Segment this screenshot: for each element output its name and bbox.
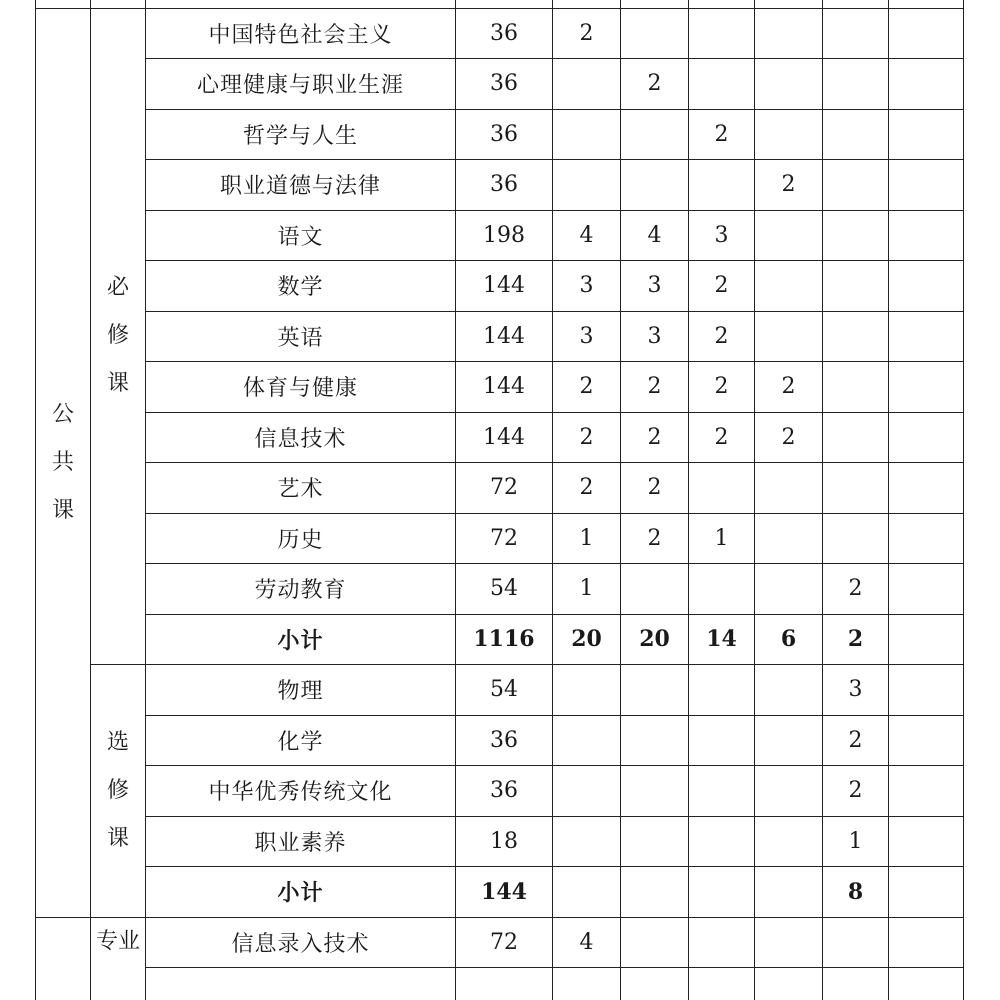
course-name: 中华优秀传统文化 (146, 766, 456, 817)
semester-s4-hours (755, 766, 823, 817)
semester-s5-hours: 1 (823, 816, 889, 867)
semester-s3-hours (689, 8, 755, 59)
empty-cell (889, 362, 964, 413)
total-hours: 1116 (456, 614, 553, 665)
semester-s3-hours (689, 665, 755, 716)
semester-s2-hours (621, 8, 689, 59)
course-name: 化学 (146, 715, 456, 766)
semester-s4-hours (755, 311, 823, 362)
semester-s5-hours: 2 (823, 766, 889, 817)
semester-s5-hours: 2 (823, 564, 889, 615)
table-row (36, 463, 964, 514)
semester-s1-hours: 1 (553, 564, 621, 615)
table-row-bottom-partial (36, 968, 964, 1000)
course-name: 中国特色社会主义 (146, 8, 456, 59)
semester-s5-hours (823, 362, 889, 413)
total-hours: 36 (456, 59, 553, 110)
semester-s3-hours (689, 59, 755, 110)
semester-s2-hours (621, 766, 689, 817)
semester-s1-hours: 2 (553, 412, 621, 463)
semester-s3-hours: 2 (689, 362, 755, 413)
total-hours: 36 (456, 766, 553, 817)
total-hours: 18 (456, 816, 553, 867)
empty-cell (889, 109, 964, 160)
semester-s2-hours (621, 816, 689, 867)
semester-s2-hours (621, 715, 689, 766)
table-row (36, 816, 964, 867)
empty-cell (755, 968, 823, 1000)
group-label-elective: 选 修 课 (91, 665, 146, 918)
table-row (36, 715, 964, 766)
total-hours: 144 (456, 311, 553, 362)
table-row (36, 665, 964, 716)
course-name: 英语 (146, 311, 456, 362)
semester-s5-hours (823, 210, 889, 261)
semester-s4-hours (755, 816, 823, 867)
semester-s2-hours: 20 (621, 614, 689, 665)
semester-s4-hours (755, 867, 823, 918)
table-row (36, 564, 964, 615)
semester-s5-hours (823, 513, 889, 564)
table-row (36, 766, 964, 817)
table-row (36, 513, 964, 564)
semester-s1-hours: 3 (553, 261, 621, 312)
semester-s5-hours (823, 8, 889, 59)
group-label-required: 必 修 课 (91, 8, 146, 665)
total-hours: 72 (456, 513, 553, 564)
semester-s3-hours (689, 160, 755, 211)
semester-s2-hours: 2 (621, 412, 689, 463)
semester-s2-hours: 3 (621, 261, 689, 312)
semester-s1-hours (553, 109, 621, 160)
table-row (36, 362, 964, 413)
total-hours: 54 (456, 665, 553, 716)
course-name: 职业道德与法律 (146, 160, 456, 211)
course-schedule-table (35, 0, 964, 1000)
semester-s5-hours (823, 412, 889, 463)
semester-s3-hours: 2 (689, 311, 755, 362)
total-hours: 72 (456, 917, 553, 968)
total-hours: 144 (456, 412, 553, 463)
semester-s2-hours (621, 160, 689, 211)
empty-cell (889, 867, 964, 918)
semester-s3-hours: 1 (689, 513, 755, 564)
semester-s4-hours: 6 (755, 614, 823, 665)
semester-s1-hours: 4 (553, 210, 621, 261)
course-name: 小计 (146, 867, 456, 918)
semester-s4-hours (755, 715, 823, 766)
empty-cell (889, 917, 964, 968)
semester-s2-hours (621, 109, 689, 160)
semester-s5-hours (823, 311, 889, 362)
semester-s1-hours: 2 (553, 362, 621, 413)
empty-cell (889, 412, 964, 463)
subtotal-row (36, 867, 964, 918)
semester-s3-hours: 14 (689, 614, 755, 665)
semester-s2-hours (621, 867, 689, 918)
group-label-professional: 专业 (91, 917, 146, 1000)
table-row (36, 261, 964, 312)
semester-s3-hours (689, 816, 755, 867)
empty-cell (553, 968, 621, 1000)
empty-cell (889, 210, 964, 261)
table-row (36, 311, 964, 362)
empty-cell (889, 665, 964, 716)
semester-s2-hours: 4 (621, 210, 689, 261)
total-hours: 36 (456, 715, 553, 766)
table-row (36, 917, 964, 968)
table-row (36, 109, 964, 160)
semester-s5-hours (823, 59, 889, 110)
semester-s1-hours (553, 160, 621, 211)
semester-s2-hours: 2 (621, 513, 689, 564)
semester-s2-hours: 2 (621, 463, 689, 514)
semester-s4-hours: 2 (755, 412, 823, 463)
semester-s2-hours (621, 665, 689, 716)
semester-s3-hours: 2 (689, 109, 755, 160)
empty-cell (889, 614, 964, 665)
semester-s1-hours: 1 (553, 513, 621, 564)
total-hours: 144 (456, 867, 553, 918)
table-row (36, 412, 964, 463)
semester-s4-hours (755, 513, 823, 564)
semester-s1-hours: 2 (553, 463, 621, 514)
semester-s4-hours (755, 665, 823, 716)
empty-cell (889, 715, 964, 766)
semester-s5-hours (823, 109, 889, 160)
course-name: 数学 (146, 261, 456, 312)
course-name: 物理 (146, 665, 456, 716)
group-label-public: 公 共 课 (36, 8, 91, 917)
empty-cell (889, 766, 964, 817)
semester-s5-hours (823, 463, 889, 514)
semester-s5-hours: 3 (823, 665, 889, 716)
empty-cell (889, 261, 964, 312)
semester-s4-hours (755, 59, 823, 110)
group-label-next (36, 917, 91, 1000)
empty-cell (889, 311, 964, 362)
semester-s3-hours (689, 564, 755, 615)
semester-s1-hours (553, 59, 621, 110)
semester-s5-hours (823, 160, 889, 211)
semester-s1-hours (553, 867, 621, 918)
semester-s1-hours (553, 665, 621, 716)
semester-s3-hours: 2 (689, 412, 755, 463)
total-hours: 36 (456, 109, 553, 160)
semester-s1-hours: 4 (553, 917, 621, 968)
total-hours: 144 (456, 261, 553, 312)
semester-s4-hours (755, 8, 823, 59)
semester-s4-hours (755, 917, 823, 968)
semester-s2-hours (621, 917, 689, 968)
semester-s3-hours (689, 917, 755, 968)
empty-cell (621, 968, 689, 1000)
semester-s1-hours: 2 (553, 8, 621, 59)
semester-s5-hours (823, 261, 889, 312)
course-name: 小计 (146, 614, 456, 665)
empty-cell (889, 160, 964, 211)
semester-s1-hours (553, 816, 621, 867)
total-hours: 36 (456, 160, 553, 211)
empty-cell (146, 968, 456, 1000)
course-name: 语文 (146, 210, 456, 261)
semester-s3-hours (689, 867, 755, 918)
semester-s2-hours: 3 (621, 311, 689, 362)
course-name: 体育与健康 (146, 362, 456, 413)
semester-s3-hours: 3 (689, 210, 755, 261)
semester-s3-hours: 2 (689, 261, 755, 312)
course-name: 劳动教育 (146, 564, 456, 615)
total-hours: 144 (456, 362, 553, 413)
semester-s4-hours: 2 (755, 160, 823, 211)
table-row (36, 59, 964, 110)
course-name: 心理健康与职业生涯 (146, 59, 456, 110)
empty-cell (889, 8, 964, 59)
semester-s3-hours (689, 766, 755, 817)
semester-s4-hours (755, 261, 823, 312)
empty-cell (889, 816, 964, 867)
course-name: 信息录入技术 (146, 917, 456, 968)
semester-s4-hours (755, 564, 823, 615)
total-hours: 198 (456, 210, 553, 261)
semester-s2-hours: 2 (621, 59, 689, 110)
semester-s1-hours (553, 715, 621, 766)
empty-cell (889, 513, 964, 564)
semester-s5-hours: 8 (823, 867, 889, 918)
empty-cell (889, 968, 964, 1000)
semester-s1-hours: 3 (553, 311, 621, 362)
empty-cell (889, 564, 964, 615)
semester-s5-hours: 2 (823, 715, 889, 766)
semester-s5-hours (823, 917, 889, 968)
semester-s4-hours (755, 210, 823, 261)
course-name: 哲学与人生 (146, 109, 456, 160)
semester-s2-hours (621, 564, 689, 615)
empty-cell (689, 968, 755, 1000)
course-name: 信息技术 (146, 412, 456, 463)
subtotal-row (36, 614, 964, 665)
course-name: 职业素养 (146, 816, 456, 867)
empty-cell (889, 59, 964, 110)
total-hours: 72 (456, 463, 553, 514)
empty-cell (823, 968, 889, 1000)
empty-cell (456, 968, 553, 1000)
total-hours: 54 (456, 564, 553, 615)
table-row (36, 160, 964, 211)
semester-s1-hours: 20 (553, 614, 621, 665)
empty-cell (889, 463, 964, 514)
total-hours: 36 (456, 8, 553, 59)
semester-s5-hours: 2 (823, 614, 889, 665)
semester-s3-hours (689, 715, 755, 766)
semester-s4-hours (755, 109, 823, 160)
table-row (36, 210, 964, 261)
semester-s1-hours (553, 766, 621, 817)
semester-s2-hours: 2 (621, 362, 689, 413)
table-row-top-partial (36, 0, 964, 8)
course-name: 艺术 (146, 463, 456, 514)
table-row (36, 8, 964, 59)
course-name: 历史 (146, 513, 456, 564)
semester-s4-hours (755, 463, 823, 514)
semester-s3-hours (689, 463, 755, 514)
semester-s4-hours: 2 (755, 362, 823, 413)
